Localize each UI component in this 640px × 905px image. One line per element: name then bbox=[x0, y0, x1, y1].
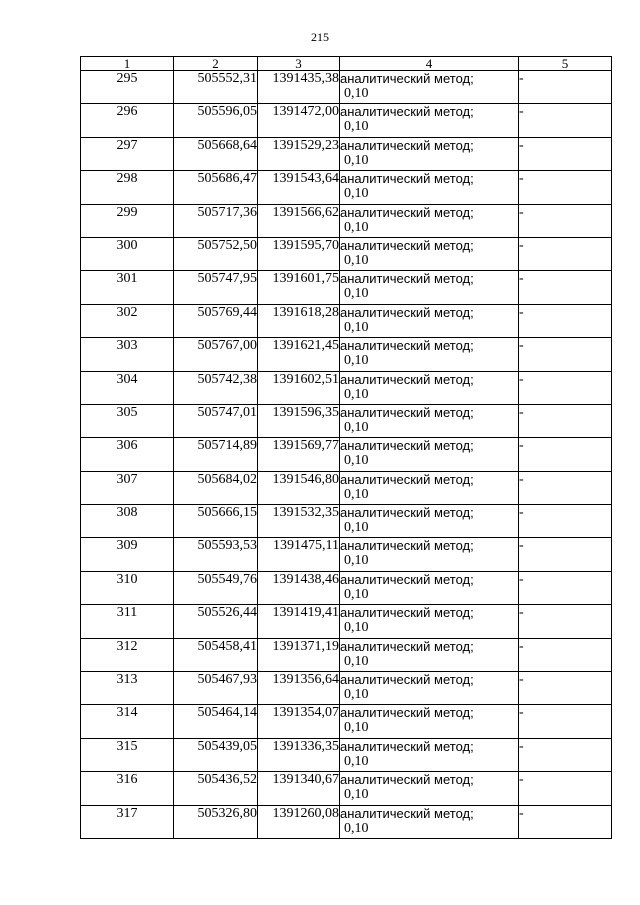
y-coordinate-cell: 1391529,23 bbox=[258, 137, 340, 170]
point-number-cell: 297 bbox=[81, 137, 174, 170]
method-text: аналитический метод; bbox=[340, 772, 474, 788]
table-row bbox=[81, 304, 612, 337]
accuracy-text: 0,10 bbox=[344, 787, 369, 803]
x-coordinate-cell: 505549,76 bbox=[174, 571, 258, 604]
method-cell bbox=[340, 304, 519, 337]
point-number-cell: 311 bbox=[81, 605, 174, 638]
accuracy-text: 0,10 bbox=[344, 486, 369, 502]
accuracy-text: 0,10 bbox=[344, 353, 369, 369]
table-row bbox=[81, 137, 612, 170]
accuracy-text: 0,10 bbox=[344, 86, 369, 101]
note-cell: - bbox=[519, 805, 612, 838]
accuracy-text: 0,10 bbox=[344, 687, 369, 703]
method-cell bbox=[340, 638, 519, 671]
note-cell: - bbox=[519, 404, 612, 437]
table-row bbox=[81, 672, 612, 705]
y-coordinate-cell: 1391621,45 bbox=[258, 338, 340, 371]
note-cell: - bbox=[519, 204, 612, 237]
method-text: аналитический метод; bbox=[340, 338, 474, 354]
note-cell: - bbox=[519, 371, 612, 404]
point-number-cell: 308 bbox=[81, 505, 174, 538]
note-cell: - bbox=[519, 137, 612, 170]
method-text: аналитический метод; bbox=[340, 404, 474, 420]
note-cell: - bbox=[519, 171, 612, 204]
note-cell: - bbox=[519, 538, 612, 571]
method-cell bbox=[340, 538, 519, 571]
accuracy-text: 0,10 bbox=[344, 286, 369, 302]
table-row bbox=[81, 104, 612, 137]
table-row bbox=[81, 404, 612, 437]
accuracy-text: 0,10 bbox=[344, 820, 369, 836]
y-coordinate-cell: 1391543,64 bbox=[258, 171, 340, 204]
accuracy-text: 0,10 bbox=[344, 586, 369, 602]
point-number-cell: 306 bbox=[81, 438, 174, 471]
method-cell bbox=[340, 571, 519, 604]
x-coordinate-cell: 505767,00 bbox=[174, 338, 258, 371]
point-number-cell: 300 bbox=[81, 237, 174, 270]
x-coordinate-cell: 505552,31 bbox=[174, 71, 258, 104]
x-coordinate-cell: 505714,89 bbox=[174, 438, 258, 471]
y-coordinate-cell: 1391546,80 bbox=[258, 471, 340, 504]
accuracy-text: 0,10 bbox=[344, 620, 369, 636]
method-text: аналитический метод; bbox=[340, 137, 474, 153]
method-text: аналитический метод; bbox=[340, 471, 474, 487]
table-row bbox=[81, 605, 612, 638]
column-header-5: 5 bbox=[519, 57, 612, 71]
point-number-cell: 307 bbox=[81, 471, 174, 504]
note-cell: - bbox=[519, 638, 612, 671]
accuracy-text: 0,10 bbox=[344, 419, 369, 435]
method-cell bbox=[340, 471, 519, 504]
table-row bbox=[81, 338, 612, 371]
point-number-cell: 296 bbox=[81, 104, 174, 137]
note-cell: - bbox=[519, 505, 612, 538]
table-row bbox=[81, 805, 612, 838]
method-text: аналитический метод; bbox=[340, 371, 474, 387]
x-coordinate-cell: 505686,47 bbox=[174, 171, 258, 204]
y-coordinate-cell: 1391472,00 bbox=[258, 104, 340, 137]
method-text: аналитический метод; bbox=[340, 171, 474, 187]
accuracy-text: 0,10 bbox=[344, 453, 369, 469]
method-text: аналитический метод; bbox=[340, 738, 474, 754]
method-cell bbox=[340, 605, 519, 638]
method-text: аналитический метод; bbox=[340, 705, 474, 721]
table-row bbox=[81, 772, 612, 805]
note-cell: - bbox=[519, 304, 612, 337]
y-coordinate-cell: 1391356,64 bbox=[258, 672, 340, 705]
table-row bbox=[81, 471, 612, 504]
method-text: аналитический метод; bbox=[340, 571, 474, 587]
note-cell: - bbox=[519, 705, 612, 738]
note-cell: - bbox=[519, 738, 612, 771]
method-text: аналитический метод; bbox=[340, 71, 474, 86]
table-row bbox=[81, 371, 612, 404]
point-number-cell: 309 bbox=[81, 538, 174, 571]
y-coordinate-cell: 1391595,70 bbox=[258, 237, 340, 270]
y-coordinate-cell: 1391596,35 bbox=[258, 404, 340, 437]
method-cell bbox=[340, 104, 519, 137]
x-coordinate-cell: 505742,38 bbox=[174, 371, 258, 404]
note-cell: - bbox=[519, 71, 612, 104]
method-cell bbox=[340, 738, 519, 771]
point-number-cell: 305 bbox=[81, 404, 174, 437]
accuracy-text: 0,10 bbox=[344, 753, 369, 769]
accuracy-text: 0,10 bbox=[344, 653, 369, 669]
note-cell: - bbox=[519, 271, 612, 304]
y-coordinate-cell: 1391602,51 bbox=[258, 371, 340, 404]
method-text: аналитический метод; bbox=[340, 438, 474, 454]
method-text: аналитический метод; bbox=[340, 605, 474, 621]
y-coordinate-cell: 1391601,75 bbox=[258, 271, 340, 304]
x-coordinate-cell: 505747,01 bbox=[174, 404, 258, 437]
point-number-cell: 316 bbox=[81, 772, 174, 805]
accuracy-text: 0,10 bbox=[344, 553, 369, 569]
method-text: аналитический метод; bbox=[340, 204, 474, 220]
method-cell bbox=[340, 371, 519, 404]
point-number-cell: 298 bbox=[81, 171, 174, 204]
x-coordinate-cell: 505747,95 bbox=[174, 271, 258, 304]
table-row bbox=[81, 538, 612, 571]
method-cell bbox=[340, 137, 519, 170]
accuracy-text: 0,10 bbox=[344, 219, 369, 235]
x-coordinate-cell: 505666,15 bbox=[174, 505, 258, 538]
method-text: аналитический метод; bbox=[340, 505, 474, 521]
method-text: аналитический метод; bbox=[340, 237, 474, 253]
table-row bbox=[81, 705, 612, 738]
y-coordinate-cell: 1391336,35 bbox=[258, 738, 340, 771]
method-text: аналитический метод; bbox=[340, 304, 474, 320]
note-cell: - bbox=[519, 338, 612, 371]
point-number-cell: 310 bbox=[81, 571, 174, 604]
y-coordinate-cell: 1391435,38 bbox=[258, 71, 340, 104]
note-cell: - bbox=[519, 438, 612, 471]
point-number-cell: 314 bbox=[81, 705, 174, 738]
method-cell bbox=[340, 772, 519, 805]
table-row bbox=[81, 237, 612, 270]
point-number-cell: 312 bbox=[81, 638, 174, 671]
note-cell: - bbox=[519, 605, 612, 638]
method-cell bbox=[340, 338, 519, 371]
x-coordinate-cell: 505717,36 bbox=[174, 204, 258, 237]
method-cell bbox=[340, 271, 519, 304]
column-header-3: 3 bbox=[258, 57, 340, 71]
accuracy-text: 0,10 bbox=[344, 720, 369, 736]
coordinates-table bbox=[80, 56, 612, 839]
x-coordinate-cell: 505458,41 bbox=[174, 638, 258, 671]
method-cell bbox=[340, 204, 519, 237]
table-row bbox=[81, 571, 612, 604]
note-cell: - bbox=[519, 237, 612, 270]
method-cell bbox=[340, 438, 519, 471]
point-number-cell: 304 bbox=[81, 371, 174, 404]
x-coordinate-cell: 505684,02 bbox=[174, 471, 258, 504]
table-row bbox=[81, 638, 612, 671]
accuracy-text: 0,10 bbox=[344, 520, 369, 536]
method-cell bbox=[340, 171, 519, 204]
point-number-cell: 299 bbox=[81, 204, 174, 237]
accuracy-text: 0,10 bbox=[344, 186, 369, 202]
accuracy-text: 0,10 bbox=[344, 386, 369, 402]
accuracy-text: 0,10 bbox=[344, 319, 369, 335]
x-coordinate-cell: 505439,05 bbox=[174, 738, 258, 771]
x-coordinate-cell: 505596,05 bbox=[174, 104, 258, 137]
table-body bbox=[81, 71, 612, 839]
point-number-cell: 295 bbox=[81, 71, 174, 104]
method-text: аналитический метод; bbox=[340, 672, 474, 688]
y-coordinate-cell: 1391354,07 bbox=[258, 705, 340, 738]
x-coordinate-cell: 505668,64 bbox=[174, 137, 258, 170]
x-coordinate-cell: 505593,53 bbox=[174, 538, 258, 571]
y-coordinate-cell: 1391618,28 bbox=[258, 304, 340, 337]
point-number-cell: 303 bbox=[81, 338, 174, 371]
note-cell: - bbox=[519, 104, 612, 137]
x-coordinate-cell: 505526,44 bbox=[174, 605, 258, 638]
method-cell bbox=[340, 237, 519, 270]
point-number-cell: 317 bbox=[81, 805, 174, 838]
note-cell: - bbox=[519, 571, 612, 604]
method-text: аналитический метод; bbox=[340, 271, 474, 287]
x-coordinate-cell: 505769,44 bbox=[174, 304, 258, 337]
method-cell bbox=[340, 705, 519, 738]
y-coordinate-cell: 1391340,67 bbox=[258, 772, 340, 805]
method-cell bbox=[340, 71, 519, 104]
table-header-row bbox=[81, 57, 612, 71]
point-number-cell: 313 bbox=[81, 672, 174, 705]
y-coordinate-cell: 1391438,46 bbox=[258, 571, 340, 604]
column-header-2: 2 bbox=[174, 57, 258, 71]
table-row bbox=[81, 505, 612, 538]
method-text: аналитический метод; bbox=[340, 805, 474, 821]
table-row bbox=[81, 271, 612, 304]
x-coordinate-cell: 505467,93 bbox=[174, 672, 258, 705]
table-row bbox=[81, 438, 612, 471]
table-row bbox=[81, 171, 612, 204]
column-header-1: 1 bbox=[81, 57, 174, 71]
accuracy-text: 0,10 bbox=[344, 119, 369, 135]
x-coordinate-cell: 505326,80 bbox=[174, 805, 258, 838]
y-coordinate-cell: 1391532,35 bbox=[258, 505, 340, 538]
accuracy-text: 0,10 bbox=[344, 152, 369, 168]
table-row bbox=[81, 738, 612, 771]
y-coordinate-cell: 1391569,77 bbox=[258, 438, 340, 471]
column-header-4: 4 bbox=[340, 57, 519, 71]
point-number-cell: 302 bbox=[81, 304, 174, 337]
y-coordinate-cell: 1391260,08 bbox=[258, 805, 340, 838]
method-cell bbox=[340, 404, 519, 437]
y-coordinate-cell: 1391371,19 bbox=[258, 638, 340, 671]
y-coordinate-cell: 1391475,11 bbox=[258, 538, 340, 571]
method-text: аналитический метод; bbox=[340, 638, 474, 654]
point-number-cell: 301 bbox=[81, 271, 174, 304]
x-coordinate-cell: 505436,52 bbox=[174, 772, 258, 805]
method-text: аналитический метод; bbox=[340, 104, 474, 120]
method-text: аналитический метод; bbox=[340, 538, 474, 554]
table-row bbox=[81, 204, 612, 237]
x-coordinate-cell: 505464,14 bbox=[174, 705, 258, 738]
table-row bbox=[81, 71, 612, 104]
note-cell: - bbox=[519, 772, 612, 805]
y-coordinate-cell: 1391566,62 bbox=[258, 204, 340, 237]
method-cell bbox=[340, 805, 519, 838]
note-cell: - bbox=[519, 471, 612, 504]
x-coordinate-cell: 505752,50 bbox=[174, 237, 258, 270]
accuracy-text: 0,10 bbox=[344, 252, 369, 268]
page-number: 215 bbox=[311, 30, 329, 44]
method-cell bbox=[340, 672, 519, 705]
point-number-cell: 315 bbox=[81, 738, 174, 771]
note-cell: - bbox=[519, 672, 612, 705]
method-cell bbox=[340, 505, 519, 538]
y-coordinate-cell: 1391419,41 bbox=[258, 605, 340, 638]
